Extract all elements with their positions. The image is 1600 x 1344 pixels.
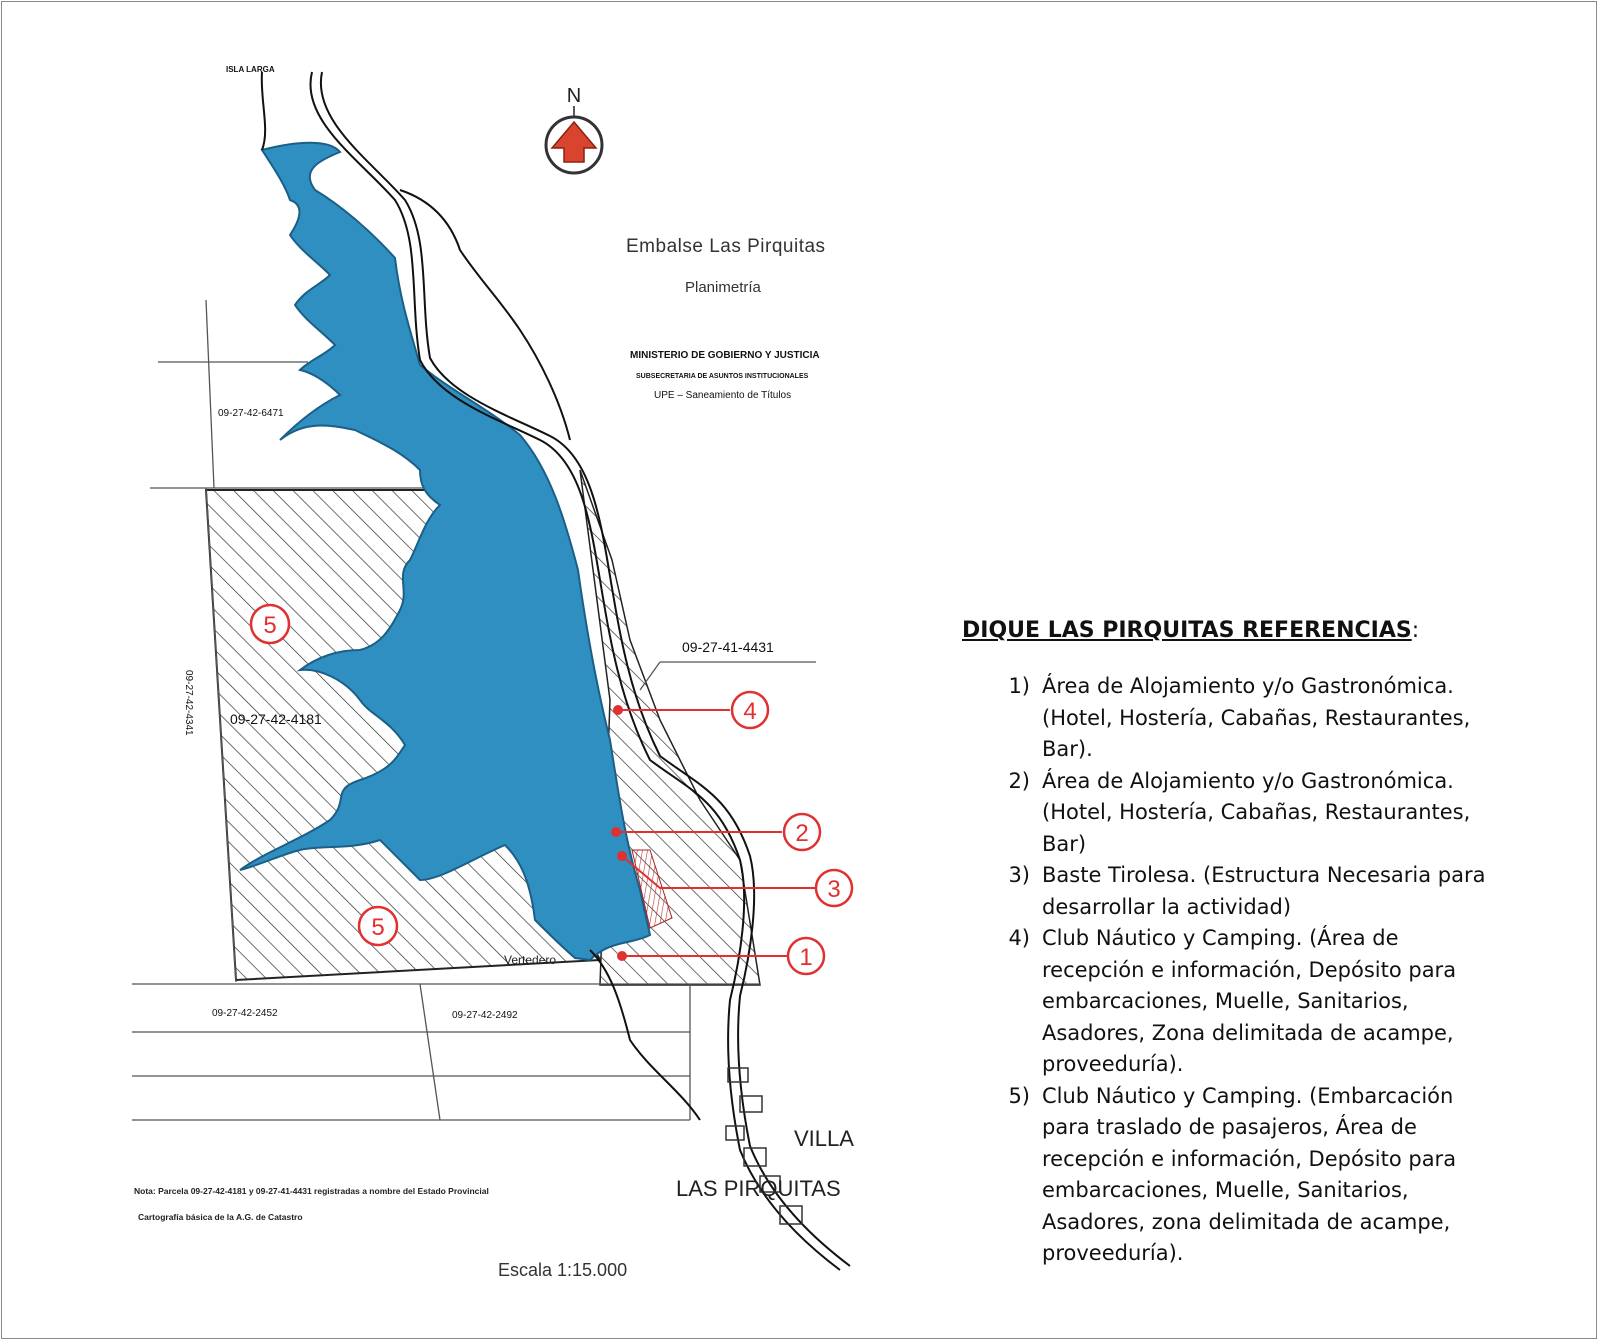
legend-list [962,671,1522,1270]
legend-item-rest: para traslado de pasajeros, Área de recepción e información, Depósito para embarcaciones, Muelle, Sanitarios, Asadores, zona delimitada de acampe, proveeduría). [1042,1115,1457,1265]
legend-item-number: 1) [1008,674,1030,698]
map-scale: Escala 1:15.000 [498,1260,628,1280]
agency-line-2: SUBSECRETARIA DE ASUNTOS INSTITUCIONALES [636,373,809,380]
north-arrow [546,85,602,173]
legend-title-row [962,618,1522,643]
marker-2-label: 2 [795,820,809,847]
marker-3-label: 3 [827,876,841,903]
north-label: N [566,85,582,107]
legend-item-number: 3) [1008,863,1030,887]
parcel-label-2452: 09-27-42-2452 [212,1008,278,1019]
legend-title-colon: : [1411,618,1420,643]
marker-5-west-label: 5 [263,612,277,639]
legend-item-first-line: Club Náutico y Camping. (Área de [1042,926,1399,950]
legend-item-first-line: Área de Alojamiento y/o Gastronómica. [1042,674,1454,698]
marker-5-south-label: 5 [371,914,385,941]
marker-dot-1 [617,951,627,961]
map-title: Embalse Las Pirquitas [626,236,826,257]
marker-4-label: 4 [743,698,757,725]
marker-dot-4 [613,705,623,715]
town-label-line2: LAS PIRQUITAS [676,1176,841,1201]
agency-line-1: MINISTERIO DE GOBIERNO Y JUSTICIA [630,350,820,361]
legend-item-text [1042,671,1512,766]
parcel-label-4431: 09-27-41-4431 [682,639,774,655]
agency-line-3: UPE – Saneamiento de Títulos [654,390,792,401]
legend-item-first-line: Baste Tirolesa. (Estructura Necesaria para [1042,863,1486,887]
parcel-label-2492: 09-27-42-2492 [452,1010,518,1021]
legend-item-text [1042,923,1512,1081]
legend-item-text [1042,1081,1512,1270]
parcel-label-4341: 09-27-42-4341 [183,670,194,736]
legend-item-2 [962,766,1522,861]
vertedero-label: Vertedero [504,953,557,967]
island-label: ISLA LARGA [226,65,275,74]
legend-item-4 [962,923,1522,1081]
parcel-label-4181: 09-27-42-4181 [230,711,322,727]
legend-item-rest: recepción e información, Depósito para embarcaciones, Muelle, Sanitarios, Asadores, Zona delimitada de acampe, proveeduría). [1042,957,1457,1076]
map-note-line1: Nota: Parcela 09-27-42-4181 y 09-27-41-4431 registradas a nombre del Estado Provincial [134,1186,489,1196]
map-note-line2: Cartografía básica de la A.G. de Catastro [138,1212,303,1222]
river-upper [262,72,265,150]
legend-item-text [1042,766,1512,861]
town-label-line1: VILLA [794,1126,854,1151]
map-subtitle: Planimetría [685,279,761,296]
legend-item-rest: (Hotel, Hostería, Cabañas, Restaurantes, Bar). [1042,705,1471,761]
legend-item-rest: (Hotel, Hostería, Cabañas, Restaurantes, Bar) [1042,800,1471,856]
legend-item-3 [962,860,1522,923]
legend-item-1 [962,671,1522,766]
legend-item-number: 2) [1008,768,1030,793]
legend-item-first-line: Club Náutico y Camping. (Embarcación [1042,1083,1454,1108]
parcel-label-6471: 09-27-42-6471 [218,408,284,419]
legend-title: DIQUE LAS PIRQUITAS REFERENCIAS [962,618,1412,643]
legend-item-number: 5) [1008,1083,1030,1108]
marker-dot-2 [611,827,621,837]
legend-item-rest: desarrollar la actividad) [1042,894,1292,919]
legend-item-5 [962,1081,1522,1270]
legend-item-first-line: Área de Alojamiento y/o Gastronómica. [1042,768,1454,793]
legend-item-number: 4) [1008,926,1030,950]
marker-dot-3 [617,851,627,861]
marker-1-label: 1 [799,944,813,971]
legend-item-text [1042,860,1512,923]
legend-panel [962,618,1522,1270]
